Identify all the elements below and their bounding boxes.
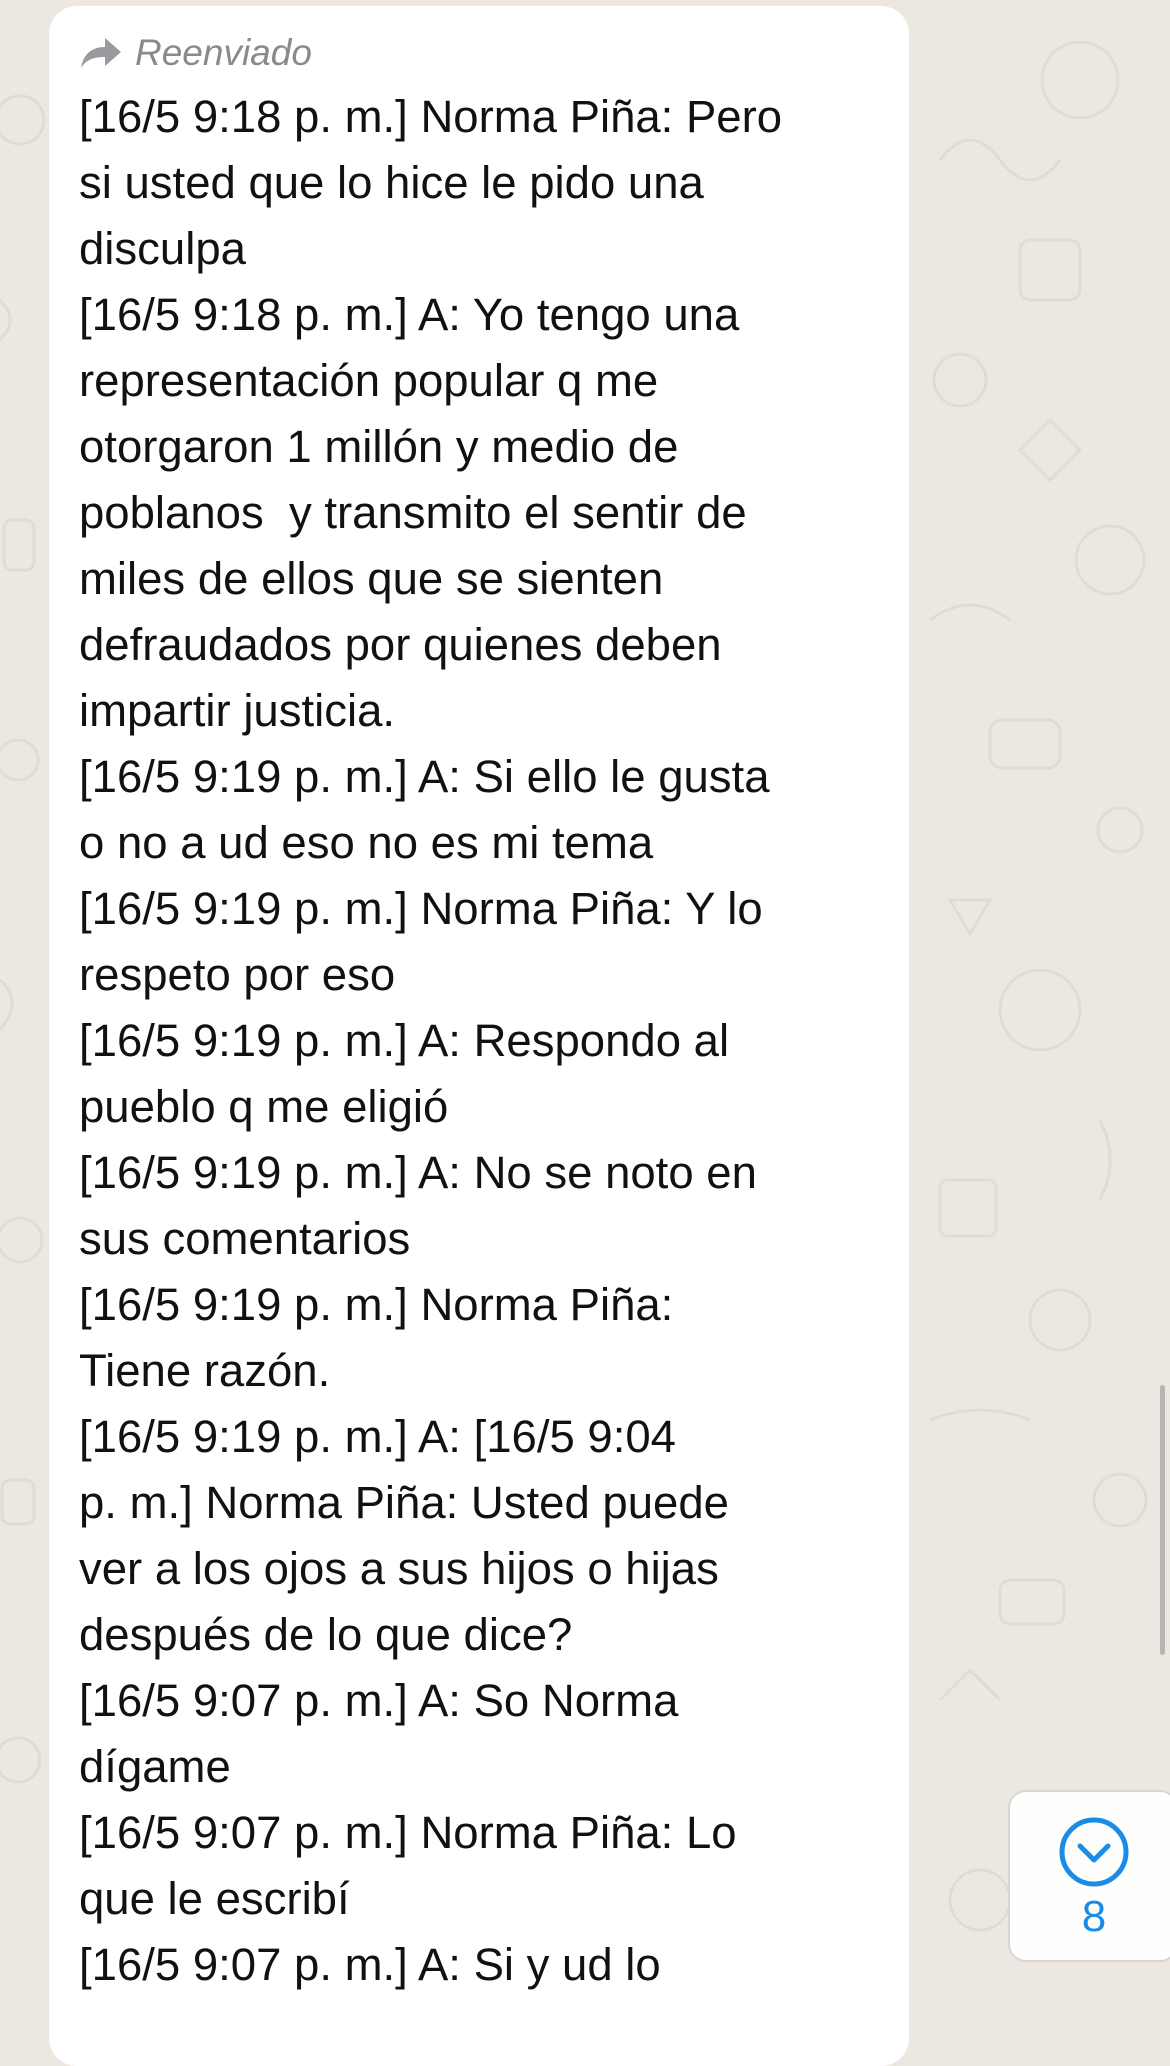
message-line: dígame — [79, 1741, 231, 1792]
message-line: si usted que lo hice le pido una — [79, 157, 704, 208]
message-line: [16/5 9:07 p. m.] A: So Norma — [79, 1675, 679, 1726]
unread-count-badge: 8 — [1081, 1892, 1107, 1941]
message-line: impartir justicia. — [79, 685, 396, 736]
message-line: o no a ud eso no es mi tema — [79, 817, 654, 868]
message-line: [16/5 9:19 p. m.] A: Respondo al — [79, 1015, 730, 1066]
message-line: [16/5 9:19 p. m.] Norma Piña: Y lo — [79, 883, 763, 934]
message-line: ver a los ojos a sus hijos o hijas — [79, 1543, 719, 1594]
message-line: [16/5 9:07 p. m.] A: Si y ud lo — [79, 1939, 661, 1990]
message-line: [16/5 9:07 p. m.] Norma Piña: Lo — [79, 1807, 737, 1858]
message-line: otorgaron 1 millón y medio de — [79, 421, 679, 472]
forwarded-label: Reenviado — [135, 32, 312, 73]
message-line: [16/5 9:19 p. m.] A: [16/5 9:04 — [79, 1411, 676, 1462]
message-line: disculpa — [79, 223, 246, 274]
message-line: representación popular q me — [79, 355, 659, 406]
forwarded-indicator — [79, 28, 879, 78]
message-line: [16/5 9:19 p. m.] Norma Piña: — [79, 1279, 674, 1330]
message-line: defraudados por quienes deben — [79, 619, 722, 670]
message-text — [79, 84, 879, 1998]
message-line: que le escribí — [79, 1873, 350, 1924]
forwarded-message-bubble[interactable] — [49, 6, 909, 2066]
message-line: [16/5 9:19 p. m.] A: No se noto en — [79, 1147, 757, 1198]
message-line: p. m.] Norma Piña: Usted puede — [79, 1477, 729, 1528]
message-line: sus comentarios — [79, 1213, 411, 1264]
message-line: [16/5 9:19 p. m.] A: Si ello le gusta — [79, 751, 770, 802]
chevron-down-circle-icon — [1058, 1816, 1130, 1888]
forward-arrow-icon — [79, 36, 123, 70]
scroll-to-bottom-button[interactable] — [1008, 1790, 1170, 1962]
message-line: después de lo que dice? — [79, 1609, 573, 1660]
message-line: [16/5 9:18 p. m.] A: Yo tengo una — [79, 289, 740, 340]
message-line: miles de ellos que se sienten — [79, 553, 664, 604]
message-line: pueblo q me eligió — [79, 1081, 449, 1132]
message-line: poblanos y transmito el sentir de — [79, 487, 747, 538]
message-line: Tiene razón. — [79, 1345, 331, 1396]
message-line: [16/5 9:18 p. m.] Norma Piña: Pero — [79, 91, 783, 142]
scroll-indicator[interactable] — [1160, 1385, 1165, 1655]
message-line: respeto por eso — [79, 949, 396, 1000]
